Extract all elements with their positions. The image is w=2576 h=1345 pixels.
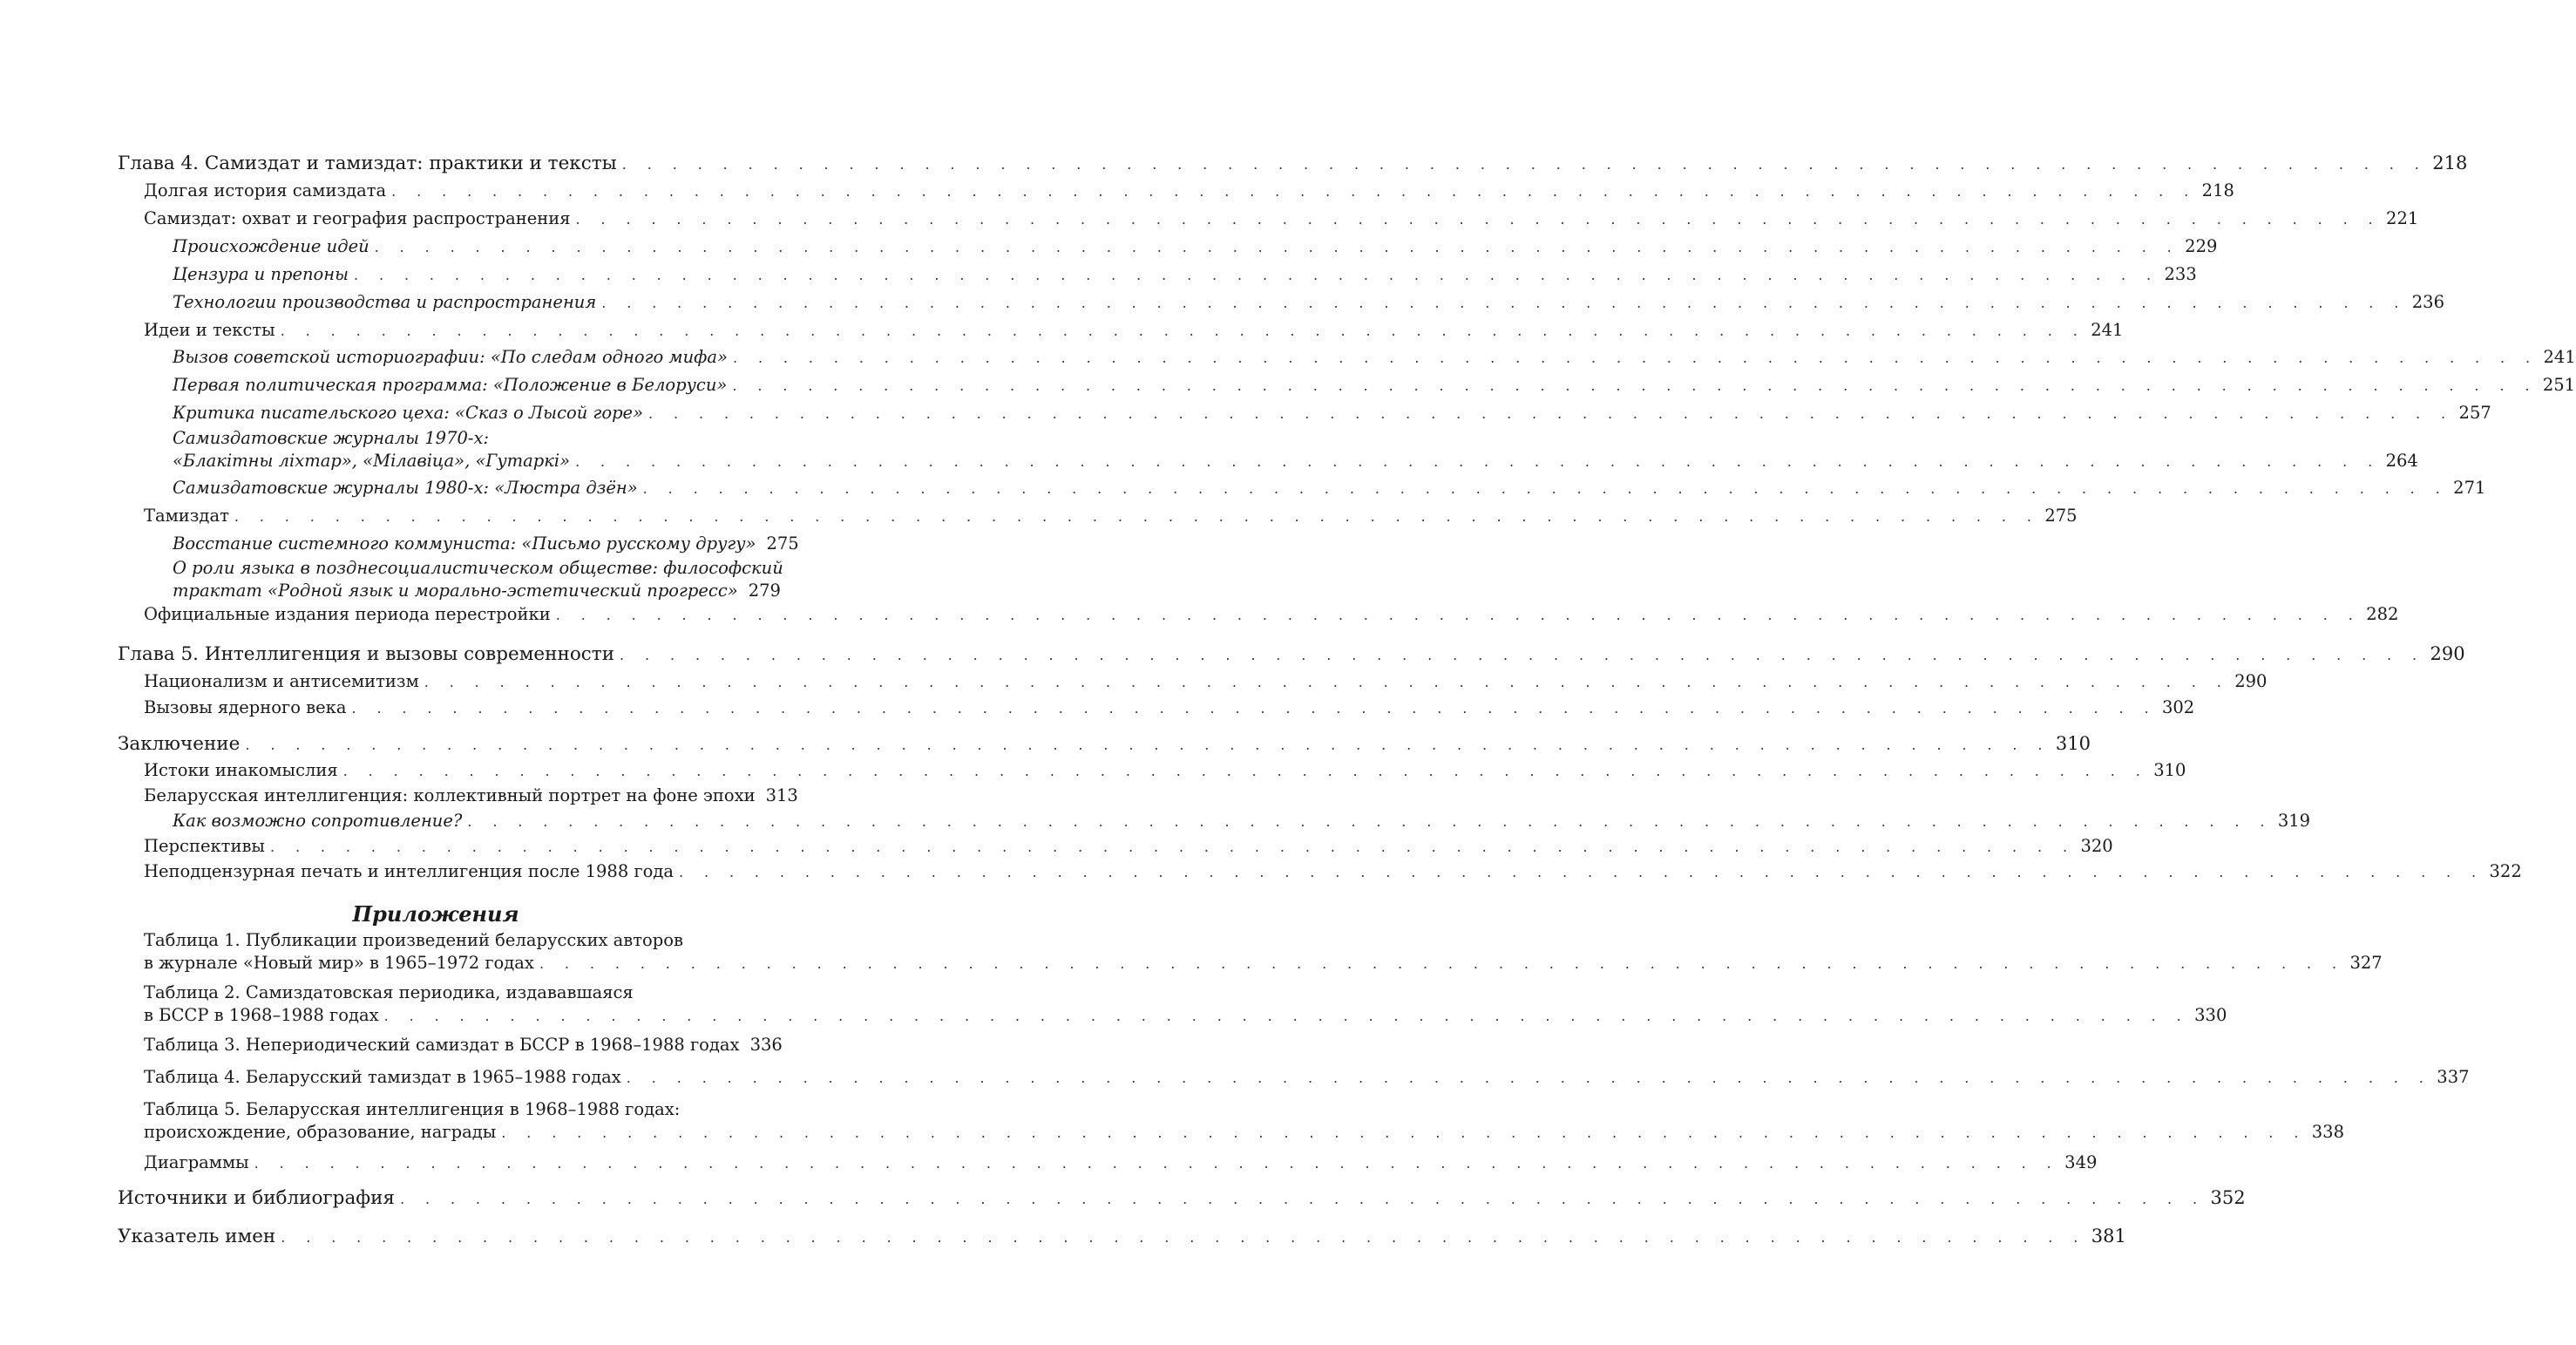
toc-page-number: 251 [2542,375,2576,395]
toc-page-number: 218 [2201,180,2234,200]
toc-page-number: 229 [2185,236,2218,256]
toc-page-number: 327 [2349,953,2383,973]
dot-leader: . . . . . . . . . . . . . . . . . . . . . . . . . . . . . . . . . . . . . . . . . . . . . . . . . . . . . . . . . . . . . . . . . . . . . . . . [575,211,2382,228]
toc-entry-appendix[interactable] [144,929,2383,975]
dot-leader: . . . . . . . . . . . . . . . . . . . . . . . . . . . . . . . . . . . . . . . . . . . . . . . . . . . . . . . . . . . . . . . . . . . . . . . . [555,607,2362,623]
appendix-heading: Приложения [352,901,519,927]
toc-entry-section[interactable] [144,670,2268,694]
dot-leader: . . . . . . . . . . . . . . . . . . . . . . . . . . . . . . . . . . . . . . . . . . . . . . . . . . . . . . . . . . . . . . . . . . . . . . . . [374,239,2180,255]
toc-entry-section[interactable] [144,207,2419,231]
toc-entry-appendix[interactable] [144,1066,2470,1090]
toc-page-number: 241 [2543,347,2576,367]
dot-leader: . . . . . . . . . . . . . . . . . . . . . . . . . . . . . . . . . . . . . . . . . . . . . . . . . . . . . . . . . . . . . . . . . . . . . . . . [391,183,2197,200]
toc-entry-title: Вызовы ядерного века [144,697,347,717]
toc-entry-section[interactable] [144,603,2399,627]
toc-entry-title-continued: происхождение, образование, награды [144,1122,497,1142]
toc-page-number: 233 [2164,264,2197,284]
toc-entry-title: Самиздатовские журналы 1970-х: [173,428,490,448]
dot-leader: . . . . . . . . . . . . . . . . . . . . . . . . . . . . . . . . . . . . . . . . . . . . . . . . . . . . . . . . . . . . . . . . . . . . . . . . [269,839,2076,855]
toc-entry-section[interactable] [144,696,2195,720]
toc-entry-title: Долгая история самиздата [144,180,387,200]
dot-leader: . . . . . . . . . . . . . . . . . . . . . . . . . . . . . . . . . . . . . . . . . . . . . . . . . . . . . . . . . . . . . . . . . . . . . . . . [601,295,2407,311]
dot-leader: . . . . . . . . . . . . . . . . . . . . . . . . . . . . . . . . . . . . . . . . . . . . . . . . . . . . . . . . . . . . . . . . . . . . . . . . [400,1191,2206,1207]
dot-leader: . . . . . . . . . . . . . . . . . . . . . . . . . . . . . . . . . . . . . . . . . . . . . . . . . . . . . . . . . . . . . . . . . . . . . . . . [732,350,2539,366]
toc-entry-title: Вызов советской историографии: «По следам одного мифа» [173,347,728,367]
toc-entry-chapter-4[interactable] [118,152,2468,176]
toc-entry-appendix[interactable] [144,1098,2344,1145]
toc-entry-title: Перспективы [144,836,265,856]
toc-page-number: 290 [2430,643,2465,664]
toc-page-number: 381 [2091,1226,2126,1247]
toc-entry-title: Таблица 4. Беларусский тамиздат в 1965–1988 годах [144,1067,621,1087]
toc-page-number: 236 [2411,292,2444,312]
toc-entry-section[interactable] [144,319,2124,343]
toc-page-number: 330 [2194,1005,2227,1025]
dot-leader: . . . . . . . . . . . . . . . . . . . . . . . . . . . . . . . . . . . . . . . . . . . . . . . . . . . . . . . . . . . . . . . . . . . . . . . . [342,763,2149,779]
toc-entry-title: Таблица 1. Публикации произведений беларусских авторов [144,930,683,950]
toc-entry-title: Происхождение идей [173,236,369,256]
toc-entry-title: Таблица 2. Самиздатовская периодика, издававшаяся [144,982,634,1002]
toc-page-number: 352 [2210,1187,2246,1208]
toc-page-number: 279 [748,581,781,601]
toc-entry-title: Самиздатовские журналы 1980-х: «Люстра дзён» [173,478,638,498]
dot-leader: . . . . . . . . . . . . . . . . . . . . . . . . . . . . . . . . . . . . . . . . . . . . . . . . . . . . . . . . . . . . . . . . . . . . . . . . [351,700,2157,717]
toc-entry-subsection[interactable] [173,557,783,603]
toc-entry-section[interactable] [144,835,2113,859]
dot-leader: . . . . . . . . . . . . . . . . . . . . . . . . . . . . . . . . . . . . . . . . . . . . . . . . . . . . . . . . . . . . . . . . . . . . . . . . [621,156,2428,173]
toc-entry-appendix[interactable] [144,982,2227,1028]
toc-entry-section[interactable] [144,785,798,808]
dot-leader: . . . . . . . . . . . . . . . . . . . . . . . . . . . . . . . . . . . . . . . . . . . . . . . . . . . . . . . . . . . . . . . . . . . . . . . . [383,1008,2190,1024]
toc-entry-subsection[interactable] [173,533,799,556]
dot-leader: . . . . . . . . . . . . . . . . . . . . . . . . . . . . . . . . . . . . . . . . . . . . . . . . . . . . . . . . . . . . . . . . . . . . . . . . [620,647,2425,663]
toc-entry-chapter-5[interactable] [118,642,2465,667]
toc-page-number: 275 [766,533,799,554]
dot-leader: . . . . . . . . . . . . . . . . . . . . . . . . . . . . . . . . . . . . . . . . . . . . . . . . . . . . . . . . . . . . . . . . . . . . . . . . [234,508,2040,525]
toc-entry-title: Самиздат: охват и география распространения [144,208,571,228]
toc-entry-conclusion[interactable] [118,732,2091,757]
dot-leader: . . . . . . . . . . . . . . . . . . . . . . . . . . . . . . . . . . . . . . . . . . . . . . . . . . . . . . . . . . . . . . . . . . . . . . . . [642,480,2449,497]
toc-entry-subsection[interactable] [173,235,2218,259]
toc-page-number: 271 [2453,478,2486,498]
toc-entry-title-continued: трактат «Родной язык и морально-эстетический прогресс» [173,581,738,601]
toc-entry-title: Критика писательского цеха: «Сказ о Лысой горе» [173,403,644,423]
dot-leader: . . . . . . . . . . . . . . . . . . . . . . . . . . . . . . . . . . . . . . . . . . . . . . . . . . . . . . . . . . . . . . . . . . . . . . . . [467,813,2273,830]
toc-entry-title: Неподцензурная печать и интеллигенция после 1988 года [144,861,675,881]
toc-entry-title-continued: в журнале «Новый мир» в 1965–1972 годах [144,953,534,973]
toc-entry-appendix[interactable] [144,1034,783,1057]
toc-entry-subsection[interactable] [173,477,2486,500]
toc-entry-subsection[interactable] [173,291,2444,315]
toc-entry-title: О роли языка в позднесоциалистическом обществе: философский [173,558,783,578]
dot-leader: . . . . . . . . . . . . . . . . . . . . . . . . . . . . . . . . . . . . . . . . . . . . . . . . . . . . . . . . . . . . . . . . . . . . . . . . [575,453,2381,470]
toc-entry-title: Цензура и препоны [173,264,349,284]
toc-entry-title: Источники и библиография [118,1187,395,1209]
toc-entry-title-continued: в БССР в 1968–1988 годах [144,1005,379,1025]
toc-entry-title-continued: «Блакітны ліхтар», «Мілавіца», «Гутаркі» [173,451,571,471]
toc-page-number: 221 [2386,208,2419,228]
toc-entry-title: Заключение [118,733,241,755]
toc-entry-appendix[interactable] [144,1151,2098,1175]
toc-entry-title: Национализм и антисемитизм [144,671,419,691]
toc-entry-index[interactable] [118,1225,2126,1249]
toc-page-number: 349 [2064,1152,2098,1172]
toc-page-number: 337 [2437,1067,2470,1087]
toc-entry-sources[interactable] [118,1186,2246,1211]
toc-page-number: 320 [2080,836,2113,856]
toc-entry-subsection[interactable] [173,374,2576,397]
toc-page-number: 336 [749,1035,783,1055]
toc-entry-subsection[interactable] [173,810,2311,833]
toc-entry-section[interactable] [144,180,2234,203]
dot-leader: . . . . . . . . . . . . . . . . . . . . . . . . . . . . . . . . . . . . . . . . . . . . . . . . . . . . . . . . . . . . . . . . . . . . . . . . [626,1070,2432,1086]
dot-leader: . . . . . . . . . . . . . . . . . . . . . . . . . . . . . . . . . . . . . . . . . . . . . . . . . . . . . . . . . . . . . . . . . . . . . . . . [281,1229,2086,1246]
toc-page-number: 241 [2091,320,2124,340]
toc-entry-title: Истоки инакомыслия [144,760,338,780]
toc-entry-section[interactable] [144,860,2522,884]
toc-entry-title: Беларусская интеллигенция: коллективный портрет на фоне эпохи [144,785,756,805]
toc-entry-section[interactable] [144,759,2186,783]
toc-entry-title: Глава 4. Самиздат и тамиздат: практики и тексты [118,153,617,174]
toc-entry-title: Таблица 3. Непериодический самиздат в БССР в 1968–1988 годах [144,1035,740,1055]
toc-entry-title: Технологии производства и распространения [173,292,597,312]
toc-page-number: 310 [2153,760,2186,780]
toc-page-number: 218 [2432,153,2468,173]
toc-entry-title: Диаграммы [144,1152,249,1172]
toc-entry-subsection[interactable] [173,402,2491,425]
dot-leader: . . . . . . . . . . . . . . . . . . . . . . . . . . . . . . . . . . . . . . . . . . . . . . . . . . . . . . . . . . . . . . . . . . . . . . . . [679,864,2484,880]
toc-entry-subsection[interactable] [173,346,2576,370]
toc-entry-title: Глава 5. Интеллигенция и вызовы современности [118,643,615,665]
toc-page-number: 338 [2311,1122,2344,1142]
toc-page-number: 257 [2458,403,2491,423]
toc-page-number: 322 [2489,861,2522,881]
toc-page-number: 310 [2055,733,2091,754]
toc-page-number: 282 [2366,604,2399,624]
toc-entry-title: Официальные издания периода перестройки [144,604,551,624]
toc-page-number: 290 [2234,671,2268,691]
dot-leader: . . . . . . . . . . . . . . . . . . . . . . . . . . . . . . . . . . . . . . . . . . . . . . . . . . . . . . . . . . . . . . . . . . . . . . . . [501,1124,2307,1141]
toc-entry-title: Как возможно сопротивление? [173,811,463,831]
toc-entry-title: Указатель имен [118,1226,276,1247]
dot-leader: . . . . . . . . . . . . . . . . . . . . . . . . . . . . . . . . . . . . . . . . . . . . . . . . . . . . . . . . . . . . . . . . . . . . . . . . [732,377,2538,394]
toc-entry-title: Идеи и тексты [144,320,275,340]
toc-entry-title: Таблица 5. Беларусская интеллигенция в 1968–1988 годах: [144,1099,681,1119]
toc-page-number: 275 [2044,506,2078,526]
toc-page-number: 264 [2385,451,2418,471]
dot-leader: . . . . . . . . . . . . . . . . . . . . . . . . . . . . . . . . . . . . . . . . . . . . . . . . . . . . . . . . . . . . . . . . . . . . . . . . [648,405,2454,422]
toc-entry-title: Первая политическая программа: «Положение в Белоруси» [173,375,728,395]
toc-page-number: 319 [2277,811,2311,831]
toc-entry-section[interactable] [144,505,2078,528]
dot-leader: . . . . . . . . . . . . . . . . . . . . . . . . . . . . . . . . . . . . . . . . . . . . . . . . . . . . . . . . . . . . . . . . . . . . . . . . [354,267,2159,283]
toc-page-number: 313 [765,785,798,805]
dot-leader: . . . . . . . . . . . . . . . . . . . . . . . . . . . . . . . . . . . . . . . . . . . . . . . . . . . . . . . . . . . . . . . . . . . . . . . . [254,1155,2060,1172]
toc-entry-title: Восстание системного коммуниста: «Письмо русскому другу» [173,533,756,554]
dot-leader: . . . . . . . . . . . . . . . . . . . . . . . . . . . . . . . . . . . . . . . . . . . . . . . . . . . . . . . . . . . . . . . . . . . . . . . . [539,955,2345,972]
dot-leader: . . . . . . . . . . . . . . . . . . . . . . . . . . . . . . . . . . . . . . . . . . . . . . . . . . . . . . . . . . . . . . . . . . . . . . . . [280,323,2086,339]
dot-leader: . . . . . . . . . . . . . . . . . . . . . . . . . . . . . . . . . . . . . . . . . . . . . . . . . . . . . . . . . . . . . . . . . . . . . . . . [424,674,2230,690]
dot-leader: . . . . . . . . . . . . . . . . . . . . . . . . . . . . . . . . . . . . . . . . . . . . . . . . . . . . . . . . . . . . . . . . . . . . . . . . [245,737,2051,753]
toc-page-number: 302 [2161,697,2195,717]
toc-entry-subsection[interactable] [173,427,2418,473]
toc-entry-subsection[interactable] [173,263,2197,287]
toc-entry-title: Тамиздат [144,506,229,526]
